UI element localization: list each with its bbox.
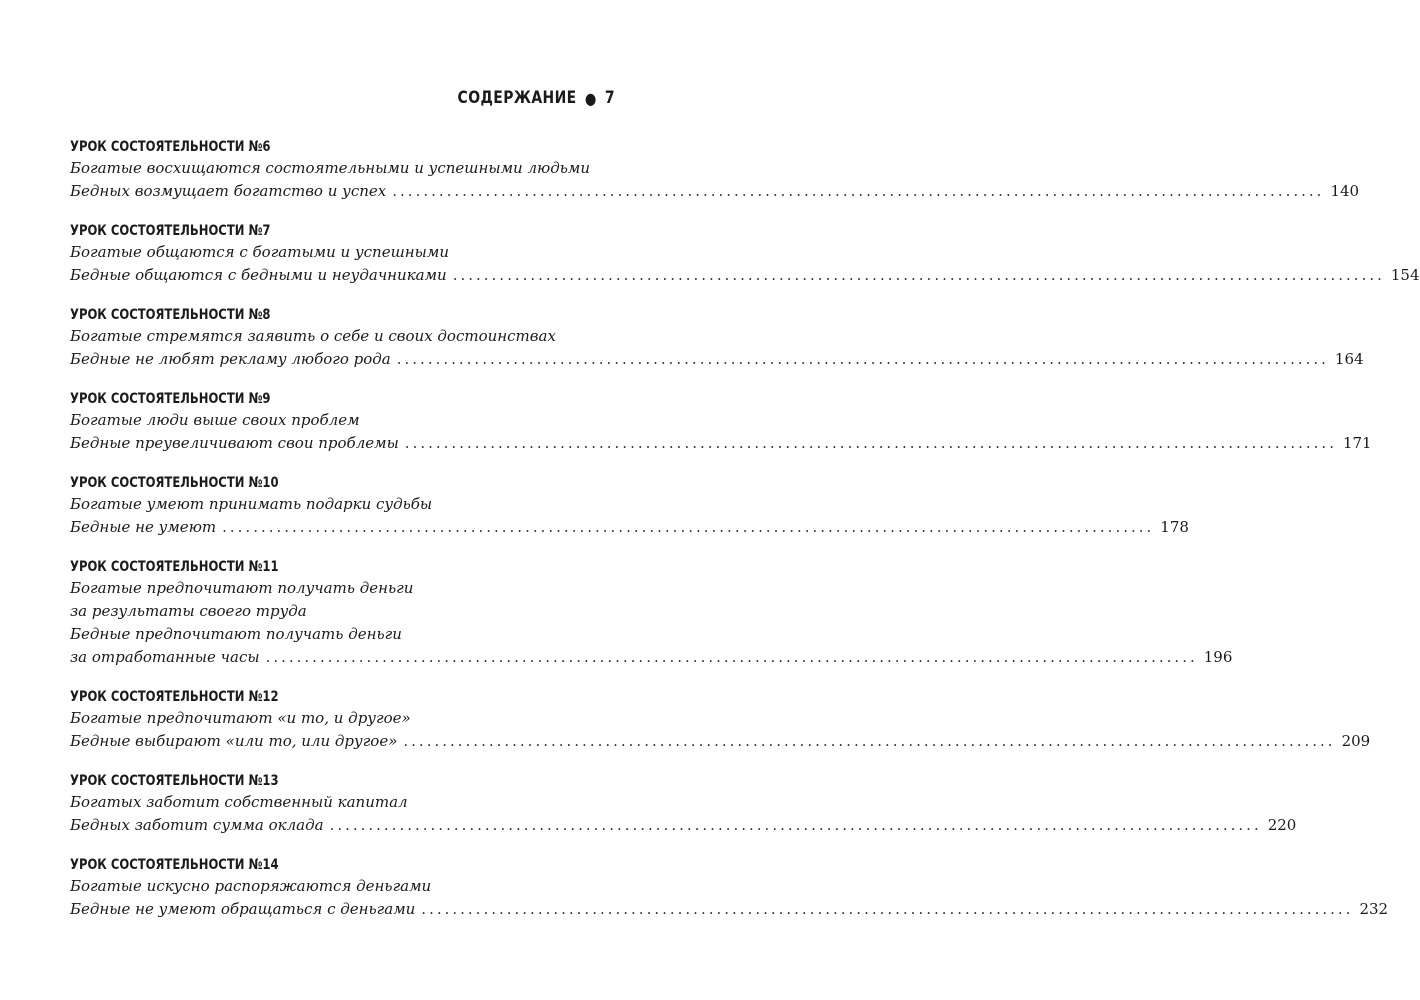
toc-line	[70, 814, 1297, 837]
toc-page-number: 209	[1341, 732, 1371, 750]
toc-line-text: Бедные общаются с бедными и неудачниками	[70, 266, 447, 284]
toc-line	[70, 516, 1189, 539]
leader-dots: ........................................................................................................................	[452, 266, 1385, 284]
toc-line-text: Бедных заботит сумма оклада	[70, 816, 324, 834]
toc-line-text: за отработанные часы	[70, 648, 260, 666]
toc-entry	[70, 137, 1360, 203]
toc-entry	[70, 855, 1389, 921]
toc-line	[70, 348, 1364, 371]
leader-dots: ........................................................................................................................	[403, 732, 1336, 750]
toc-entry	[70, 557, 1233, 669]
toc-line: Бедные предпочитают получать деньги	[70, 625, 402, 643]
leader-dots: ........................................................................................................................	[329, 816, 1262, 834]
toc-entry	[70, 687, 1371, 753]
toc-line: Богатых заботит собственный капитал	[70, 793, 408, 811]
toc-line: Богатые общаются с богатыми и успешными	[70, 243, 449, 261]
toc-page-number: 140	[1330, 182, 1360, 200]
lesson-title: УРОК СОСТОЯТЕЛЬНОСТИ №10	[70, 475, 279, 491]
toc-line: Богатые искусно распоряжаются деньгами	[70, 877, 432, 895]
leader-dots: ........................................................................................................................	[265, 648, 1198, 666]
toc-line: Богатые люди выше своих проблем	[70, 411, 360, 429]
toc-line: за результаты своего труда	[70, 602, 307, 620]
toc-entry	[70, 305, 1364, 371]
toc-line	[70, 264, 1420, 287]
leader-dots: ........................................................................................................................	[404, 434, 1337, 452]
toc-entry	[70, 771, 1297, 837]
page-number: 7	[604, 88, 615, 108]
toc-line	[70, 730, 1371, 753]
toc-page-number: 171	[1342, 434, 1372, 452]
toc-page-number: 178	[1160, 518, 1189, 536]
leader-dots: ........................................................................................................................	[392, 182, 1325, 200]
lesson-title: УРОК СОСТОЯТЕЛЬНОСТИ №9	[70, 391, 271, 407]
toc-line	[70, 180, 1360, 203]
toc-line: Богатые предпочитают получать деньги	[70, 579, 414, 597]
toc-line: Богатые стремятся заявить о себе и своих достоинствах	[70, 327, 556, 345]
lesson-title: УРОК СОСТОЯТЕЛЬНОСТИ №7	[70, 223, 271, 239]
toc-line: Богатые умеют принимать подарки судьбы	[70, 495, 433, 513]
toc-line: Богатые восхищаются состоятельными и успешными людьми	[70, 159, 590, 177]
toc-entry	[70, 221, 1420, 287]
toc-entry	[70, 473, 1189, 539]
toc-line-text: Бедные не любят рекламу любого рода	[70, 350, 391, 368]
lesson-title: УРОК СОСТОЯТЕЛЬНОСТИ №14	[70, 857, 279, 873]
leader-dots: ........................................................................................................................	[421, 900, 1354, 918]
toc-line-text: Бедные выбирают «или то, или другое»	[70, 732, 398, 750]
leader-dots: ........................................................................................................................	[222, 518, 1155, 536]
lesson-title: УРОК СОСТОЯТЕЛЬНОСТИ №13	[70, 773, 279, 789]
section-title: СОДЕРЖАНИЕ	[457, 88, 577, 108]
leader-dots: ........................................................................................................................	[396, 350, 1329, 368]
toc-line-text: Бедные не умеют обращаться с деньгами	[70, 900, 416, 918]
toc-line-text: Бедных возмущает богатство и успех	[70, 182, 387, 200]
lesson-title: УРОК СОСТОЯТЕЛЬНОСТИ №12	[70, 689, 279, 705]
toc-entry	[70, 389, 1372, 455]
toc-line	[70, 432, 1372, 455]
toc-page-number: 154	[1390, 266, 1420, 284]
bullet-icon: ●	[584, 88, 597, 108]
toc-line-text: Бедные преувеличивают свои проблемы	[70, 434, 399, 452]
table-of-contents	[70, 137, 1420, 939]
toc-page-number: 232	[1359, 900, 1389, 918]
toc-page-number: 196	[1203, 648, 1233, 666]
toc-line	[70, 646, 1233, 669]
toc-page-number: 164	[1334, 350, 1364, 368]
lesson-title: УРОК СОСТОЯТЕЛЬНОСТИ №6	[70, 139, 271, 155]
toc-line	[70, 898, 1389, 921]
toc-line-text: Бедные не умеют	[70, 518, 217, 536]
toc-page-number: 220	[1267, 816, 1297, 834]
lesson-title: УРОК СОСТОЯТЕЛЬНОСТИ №11	[70, 559, 279, 575]
lesson-title: УРОК СОСТОЯТЕЛЬНОСТИ №8	[70, 307, 271, 323]
toc-line: Богатые предпочитают «и то, и другое»	[70, 709, 411, 727]
running-head	[458, 88, 615, 108]
